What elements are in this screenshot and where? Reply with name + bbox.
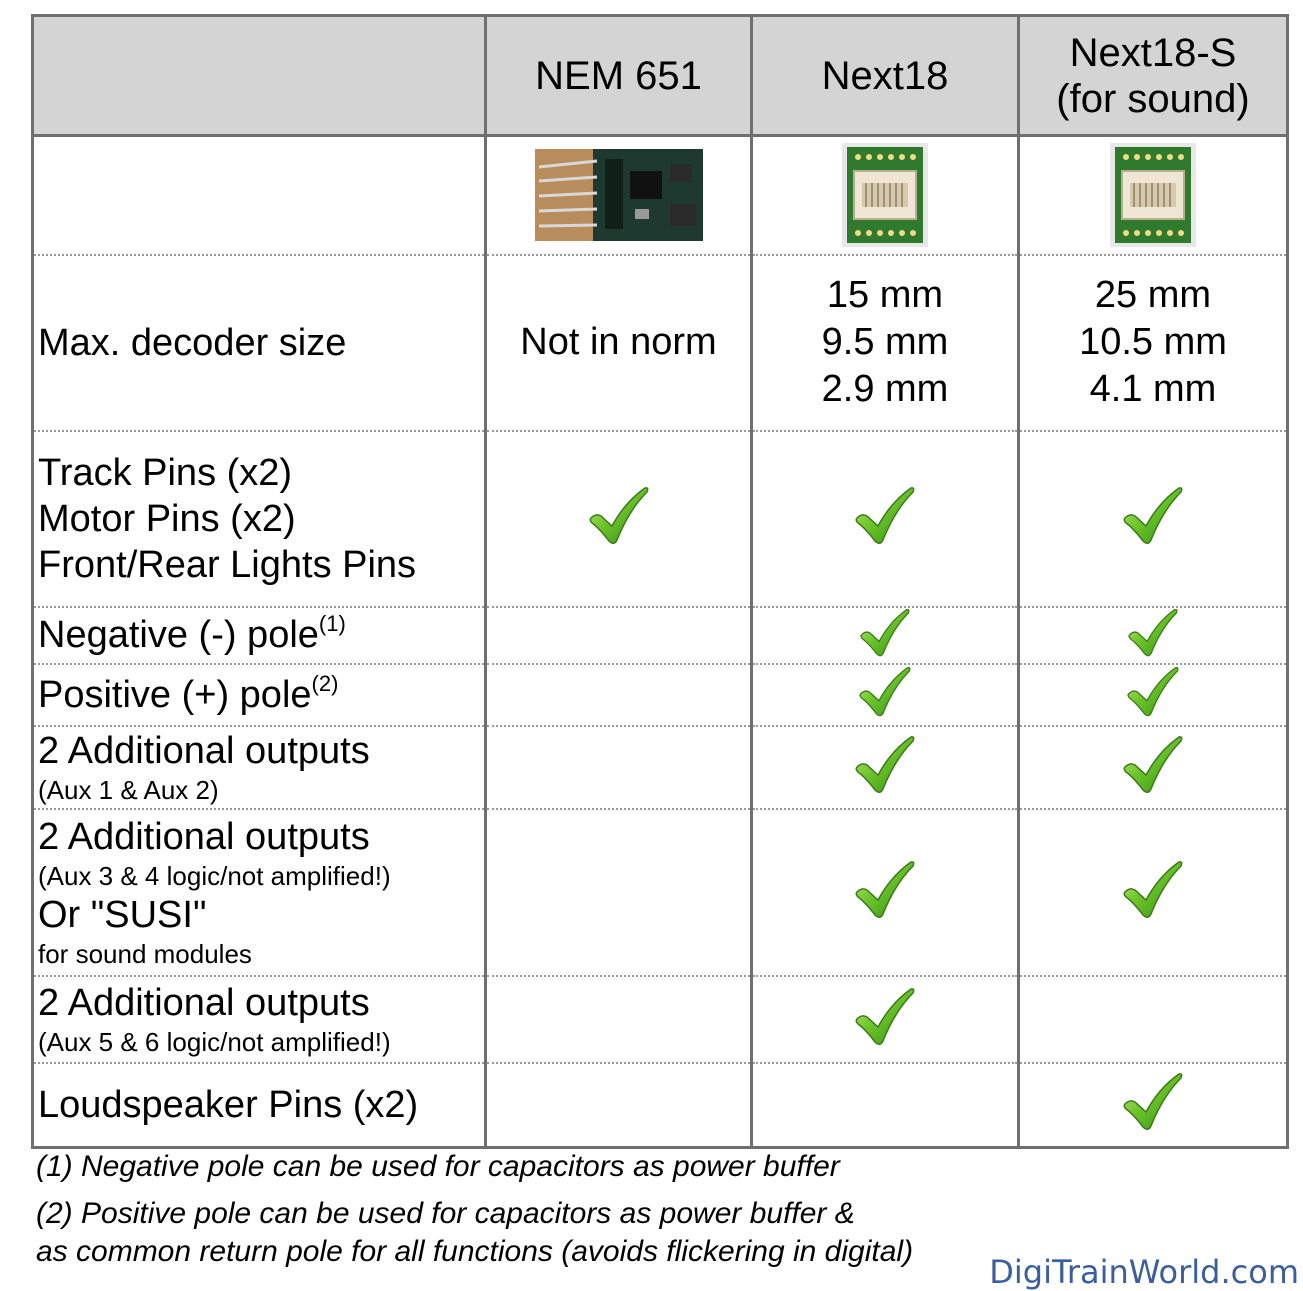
comparison-table (31, 14, 1289, 1149)
header-next18s-line1: Next18-S (1069, 30, 1237, 75)
track-pins-label: Track Pins (x2) (38, 451, 293, 494)
checkmark-icon (1121, 486, 1185, 546)
checkmark-icon (853, 486, 917, 546)
image-row (33, 136, 1288, 255)
aux56-subtitle: (Aux 5 & 6 logic/not amplified!) (38, 1027, 391, 1057)
header-nem651: NEM 651 (486, 16, 752, 136)
negative-pole-next18s (1019, 607, 1288, 664)
aux12-subtitle: (Aux 1 & Aux 2) (38, 775, 219, 805)
aux34-title: 2 Additional outputs (38, 816, 370, 858)
base-pins-nem651 (486, 431, 752, 607)
size-next18s-length: 25 mm (1094, 274, 1212, 316)
checkmark-icon (853, 735, 917, 795)
checkmark-icon (1121, 666, 1185, 718)
aux56-title: 2 Additional outputs (38, 982, 370, 1024)
checkmark-icon (853, 987, 917, 1047)
negative-pole-nem651 (486, 607, 752, 664)
aux34-subtitle: (Aux 3 & 4 logic/not amplified!) (38, 861, 391, 891)
negative-pole-next18 (752, 607, 1019, 664)
aux56-label (33, 976, 486, 1063)
aux56-next18 (752, 976, 1019, 1063)
size-label: Max. decoder size (33, 255, 486, 431)
footnote-2-line2: as common return pole for all functions (avoids flickering in digital) (36, 1235, 914, 1268)
next18s-connector-image (1110, 143, 1196, 247)
checkmark-icon (1121, 608, 1185, 658)
negative-pole-row (33, 607, 1288, 664)
size-next18-width: 9.5 mm (821, 321, 949, 363)
speaker-next18 (752, 1063, 1019, 1148)
speaker-label: Loudspeaker Pins (x2) (33, 1063, 486, 1148)
size-row (33, 255, 1288, 431)
size-next18s (1019, 255, 1288, 431)
header-next18s-line2: (for sound) (1056, 76, 1250, 121)
motor-pins-label: Motor Pins (x2) (38, 497, 296, 540)
footnote-2-line1: (2) Positive pole can be used for capacitors as power buffer & (36, 1197, 855, 1230)
negative-pole-text: Negative (-) pole (38, 614, 319, 656)
susi-title: Or "SUSI" (38, 894, 207, 936)
aux56-row (33, 976, 1288, 1063)
next18-connector-image (842, 143, 928, 247)
header-next18: Next18 (752, 16, 1019, 136)
footnote-1: (1) Negative pole can be used for capacitors as power buffer (36, 1150, 840, 1183)
size-next18-length: 15 mm (826, 274, 944, 316)
aux56-nem651 (486, 976, 752, 1063)
footnote-ref-1: (1) (318, 611, 346, 636)
checkmark-icon (1121, 860, 1185, 920)
aux12-next18 (752, 726, 1019, 809)
lights-pins-label: Front/Rear Lights Pins (38, 543, 417, 586)
aux34-label (33, 809, 486, 976)
aux34-next18s (1019, 809, 1288, 976)
aux34-next18 (752, 809, 1019, 976)
checkmark-icon (853, 666, 917, 718)
header-row (33, 16, 1288, 136)
positive-pole-text: Positive (+) pole (38, 673, 312, 716)
footnote-ref-2: (2) (311, 670, 339, 696)
speaker-next18s (1019, 1063, 1288, 1148)
aux12-title: 2 Additional outputs (38, 730, 370, 772)
size-next18 (752, 255, 1019, 431)
checkmark-icon (1121, 735, 1185, 795)
speaker-nem651 (486, 1063, 752, 1148)
image-row-label (33, 136, 486, 255)
checkmark-icon (853, 860, 917, 920)
size-next18s-width: 10.5 mm (1079, 321, 1227, 363)
base-pins-next18 (752, 431, 1019, 607)
size-next18-height: 2.9 mm (821, 368, 949, 410)
base-pins-row (33, 431, 1288, 607)
nem651-decoder-image (535, 149, 703, 241)
footnotes (36, 1148, 913, 1271)
aux12-label (33, 726, 486, 809)
checkmark-icon (853, 608, 917, 658)
brand-watermark: DigiTrainWorld.com (989, 1253, 1299, 1291)
next18s-image-cell (1019, 136, 1288, 255)
susi-subtitle: for sound modules (38, 939, 252, 969)
size-next18s-height: 4.1 mm (1089, 368, 1217, 410)
aux34-row (33, 809, 1288, 976)
aux56-next18s (1019, 976, 1288, 1063)
base-pins-label (33, 431, 486, 607)
size-nem651: Not in norm (486, 255, 752, 431)
positive-pole-nem651 (486, 664, 752, 726)
aux12-nem651 (486, 726, 752, 809)
speaker-row (33, 1063, 1288, 1148)
aux12-row (33, 726, 1288, 809)
aux12-next18s (1019, 726, 1288, 809)
negative-pole-label (33, 607, 486, 664)
aux34-nem651 (486, 809, 752, 976)
positive-pole-row (33, 664, 1288, 726)
checkmark-icon (1121, 1072, 1185, 1132)
nem651-image-cell (486, 136, 752, 255)
header-next18s (1019, 16, 1288, 136)
header-empty (33, 16, 486, 136)
next18-image-cell (752, 136, 1019, 255)
positive-pole-next18 (752, 664, 1019, 726)
base-pins-next18s (1019, 431, 1288, 607)
checkmark-icon (587, 486, 651, 546)
positive-pole-next18s (1019, 664, 1288, 726)
positive-pole-label (33, 664, 486, 726)
